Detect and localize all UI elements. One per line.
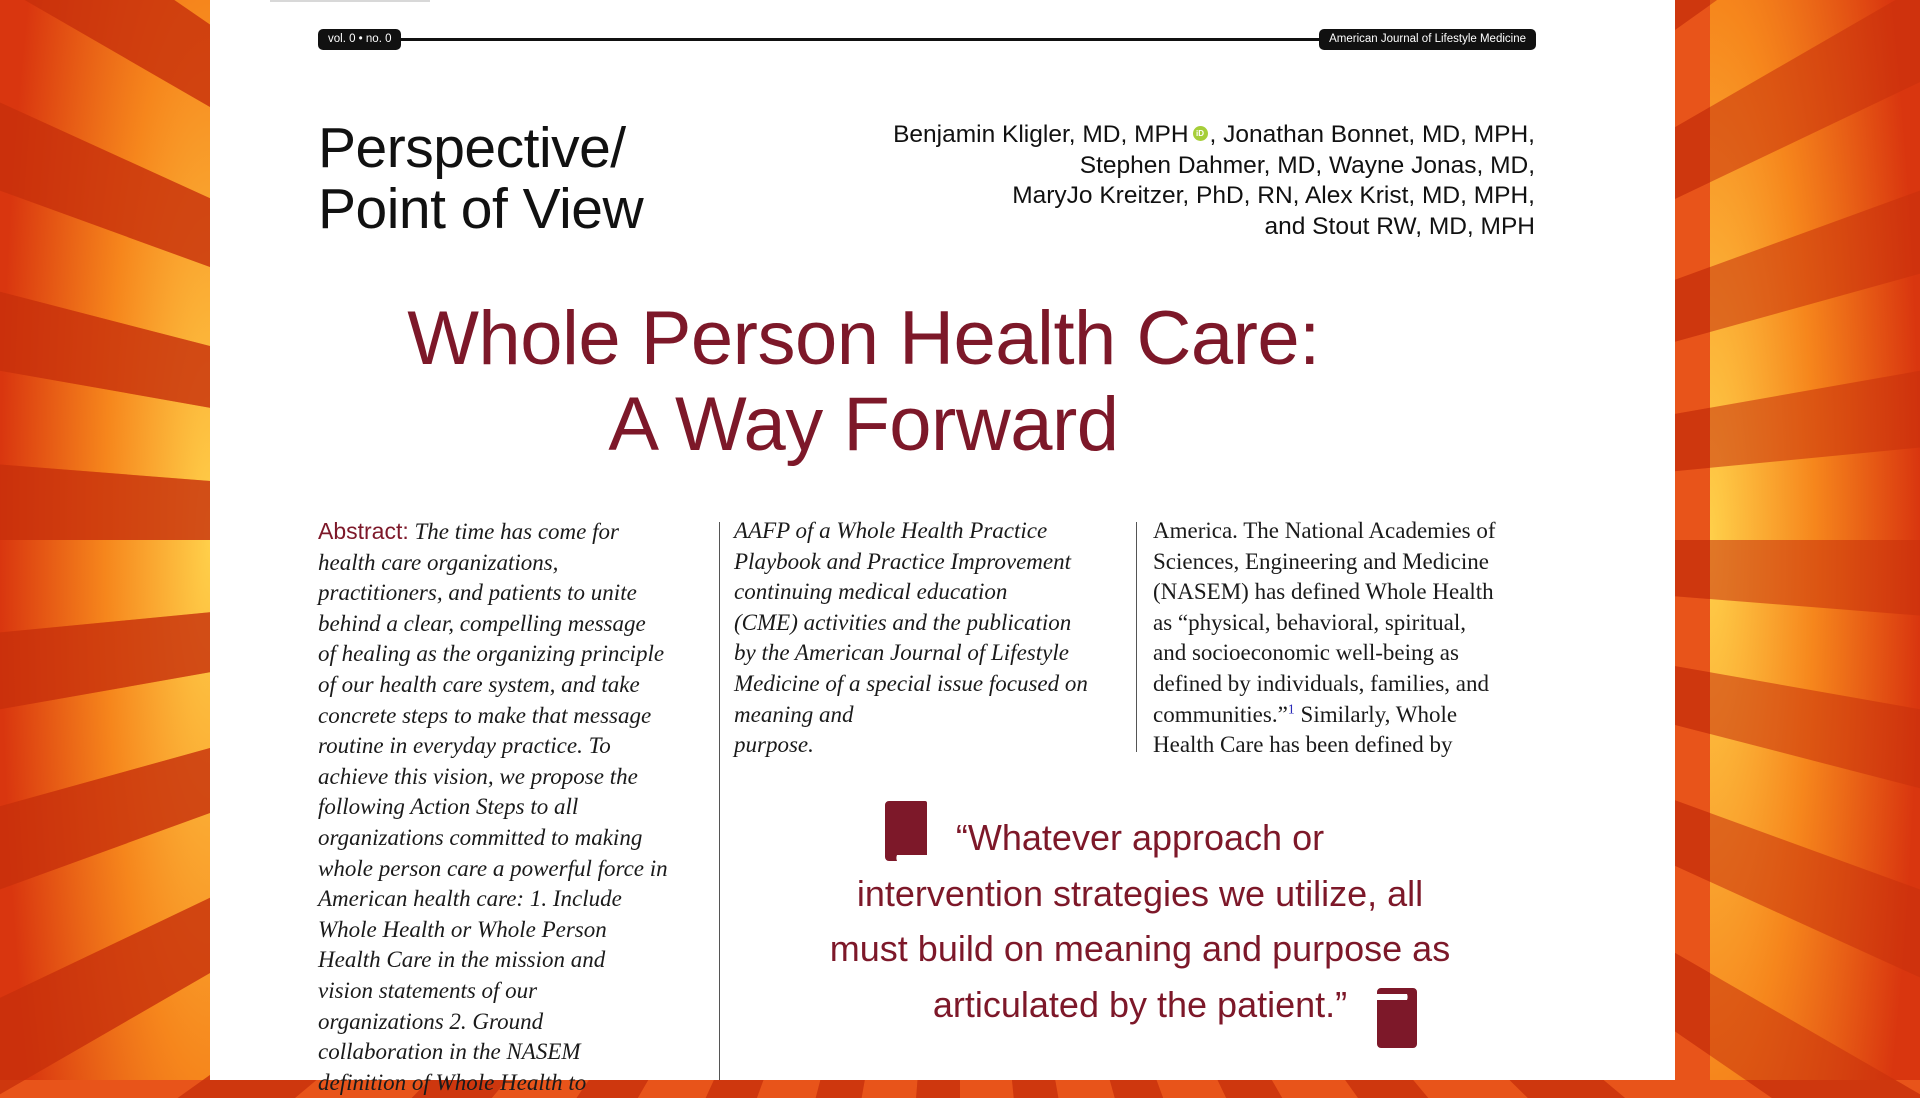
column-line: as “physical, behavioral, spiritual, (1153, 609, 1466, 635)
section-label-line: Perspective/ (318, 116, 626, 180)
abstract-line: organizations committed to making (318, 824, 643, 850)
abstract-line: collaboration in the NASEM (318, 1039, 581, 1065)
column-line: by the American Journal of Lifestyle (734, 640, 1069, 666)
abstract-line: practitioners, and patients to unite (318, 580, 637, 606)
author-text: Benjamin Kligler, MD, MPH (893, 121, 1189, 148)
column-line: defined by individuals, families, and (1153, 670, 1489, 696)
article-title (210, 296, 1517, 468)
author-line: Stephen Dahmer, MD, Wayne Jonas, MD, (1079, 151, 1535, 179)
abstract-line: behind a clear, compelling message (318, 610, 646, 636)
abstract-line: American health care: 1. Include (318, 886, 622, 912)
pull-quote-line: must build on meaning and purpose as (829, 928, 1451, 969)
abstract-line: Health Care in the mission and (318, 947, 606, 973)
column-line: purpose. (734, 732, 814, 758)
abstract-line: health care organizations, (318, 549, 559, 575)
top-edge-mark (270, 0, 430, 2)
column-line: meaning and (734, 701, 854, 727)
pull-quote (734, 810, 1546, 1032)
section-label (318, 118, 643, 240)
column-text: Similarly, Whole (1294, 701, 1458, 727)
column-divider (1136, 522, 1137, 752)
abstract-line: routine in everyday practice. To (318, 733, 611, 759)
author-line: and Stout RW, MD, MPH (1264, 212, 1535, 240)
title-line: A Way Forward (608, 382, 1119, 467)
pull-quote-line: intervention strategies we utilize, all (856, 872, 1424, 914)
cut-off-text-line (734, 1068, 1524, 1082)
column-divider (719, 522, 720, 1080)
column-line: Sciences, Engineering and Medicine (1153, 548, 1489, 574)
column-line: America. The National Academies of (1153, 518, 1496, 543)
abstract-label: Abstract: (318, 518, 409, 544)
abstract-column (318, 516, 708, 1098)
column-text: communities.” (1153, 701, 1288, 727)
middle-column (734, 516, 1124, 761)
author-text: , Jonathan Bonnet, MD, MPH, (1209, 121, 1535, 148)
orcid-icon[interactable]: iD (1193, 126, 1208, 141)
abstract-line: vision statements of our (318, 977, 538, 1003)
abstract-line: of our health care system, and take (318, 671, 640, 697)
column-line: and socioeconomic well-being as (1153, 640, 1459, 666)
abstract-line: definition of Whole Health to (318, 1069, 587, 1095)
article-page (210, 0, 1675, 1095)
abstract-line: of healing as the organizing principle (318, 641, 665, 667)
abstract-line: concrete steps to make that message (318, 702, 652, 728)
pull-quote-line: “Whatever approach or (955, 817, 1325, 858)
abstract-line: following Action Steps to all (318, 794, 579, 820)
right-column (1153, 516, 1543, 761)
volume-badge: vol. 0 • no. 0 (318, 29, 401, 50)
quote-close-icon (1371, 984, 1421, 1052)
column-line: (NASEM) has defined Whole Health (1153, 579, 1494, 605)
column-line: Medicine of a special issue focused on (734, 670, 1088, 696)
header-rule (318, 38, 1410, 41)
column-line: AAFP of a Whole Health Practice (734, 518, 1048, 543)
abstract-line: Whole Health or Whole Person (318, 916, 607, 942)
column-line: (CME) activities and the publication (734, 609, 1072, 635)
abstract-first-line (318, 516, 708, 548)
column-line: Health Care has been defined by (1153, 732, 1453, 758)
abstract-line: organizations 2. Ground (318, 1008, 544, 1034)
abstract-line: achieve this vision, we propose the (318, 763, 638, 789)
author-list (715, 120, 1535, 242)
author-line (715, 120, 1535, 151)
title-line: Whole Person Health Care: (407, 296, 1320, 381)
abstract-text: The time has come for (414, 519, 619, 544)
journal-badge: American Journal of Lifestyle Medicine (1319, 29, 1536, 50)
reference-link[interactable]: 1 (1287, 701, 1295, 717)
author-line: MaryJo Kreitzer, PhD, RN, Alex Krist, MD, MPH, (1012, 182, 1535, 209)
column-line (1153, 700, 1543, 731)
pull-quote-line: articulated by the patient.” (932, 983, 1348, 1025)
section-label-line: Point of View (318, 177, 644, 241)
abstract-line: whole person care a powerful force in (318, 855, 668, 881)
sunburst-background-right (1710, 0, 1920, 1080)
column-line: Playbook and Practice Improvement (734, 548, 1072, 574)
column-line: continuing medical education (734, 579, 1008, 605)
